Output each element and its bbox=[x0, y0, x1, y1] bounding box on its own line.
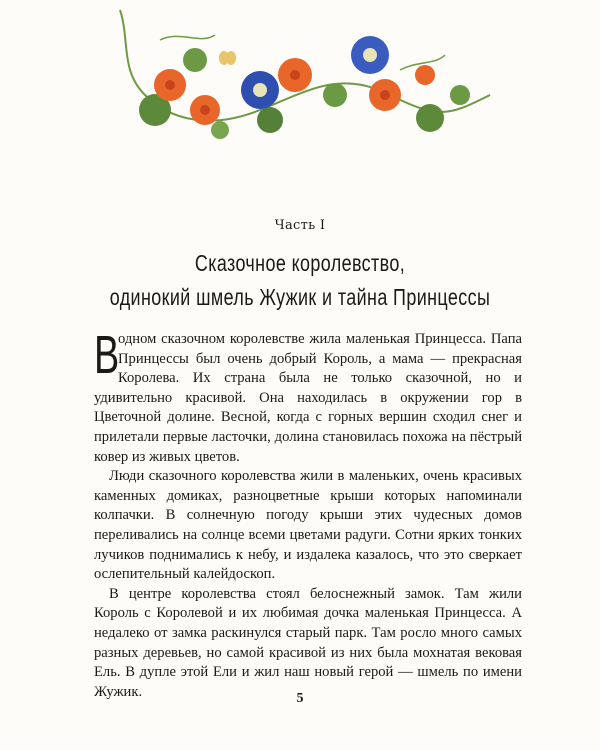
paragraph-1-text: одном сказочном королевстве жила маленькая Принцесса. Папа Принцессы был очень добрый Король, а мама — прекрасная Королева. Их страна была не только сказочной, но и удивительно красивой. Она находилась в окружении гор в Цветочной долине. Весной, когда с горных вершин сходил снег и прилетали первые ласточки, долина становилась похожа на пёстрый ковер из живых цветов. bbox=[94, 331, 522, 465]
floral-ornament-illustration bbox=[100, 0, 500, 150]
paragraph-2: Люди сказочного королевства жили в маленьких, очень красивых каменных домиках, разноцветные крыши которых напоминали колпачки. В солнечную погоду крыши этих чудесных домов переливались на солнце всеми цветами радуги. Сотни ярких тонких лучиков поднимались к небу, и издалека казалось, что это сверкает ослепительный калейдоскоп. bbox=[94, 468, 522, 583]
paragraph-1 bbox=[94, 325, 522, 467]
chapter-title-line-1: Сказочное королевство, bbox=[194, 250, 406, 276]
drop-cap: В bbox=[94, 325, 120, 385]
paragraph-3: В центре королевства стоял белоснежный замок. Там жили Король с Королевой и их любимая дочка маленькая Принцесса. А недалеко от замка раскинулся старый парк. Там росло много самых разных деревьев, но самой красивой из них была мохнатая вековая Ель. В дупле этой Ели и жил наш новый герой — шмель по имени Жужик. bbox=[94, 585, 522, 700]
part-label: Часть I bbox=[274, 218, 326, 233]
page-number: 5 bbox=[296, 691, 304, 706]
body-text bbox=[94, 325, 522, 702]
chapter-title bbox=[66, 246, 534, 314]
chapter-title-line-2: одинокий шмель Жужик и тайна Принцессы bbox=[109, 284, 491, 310]
